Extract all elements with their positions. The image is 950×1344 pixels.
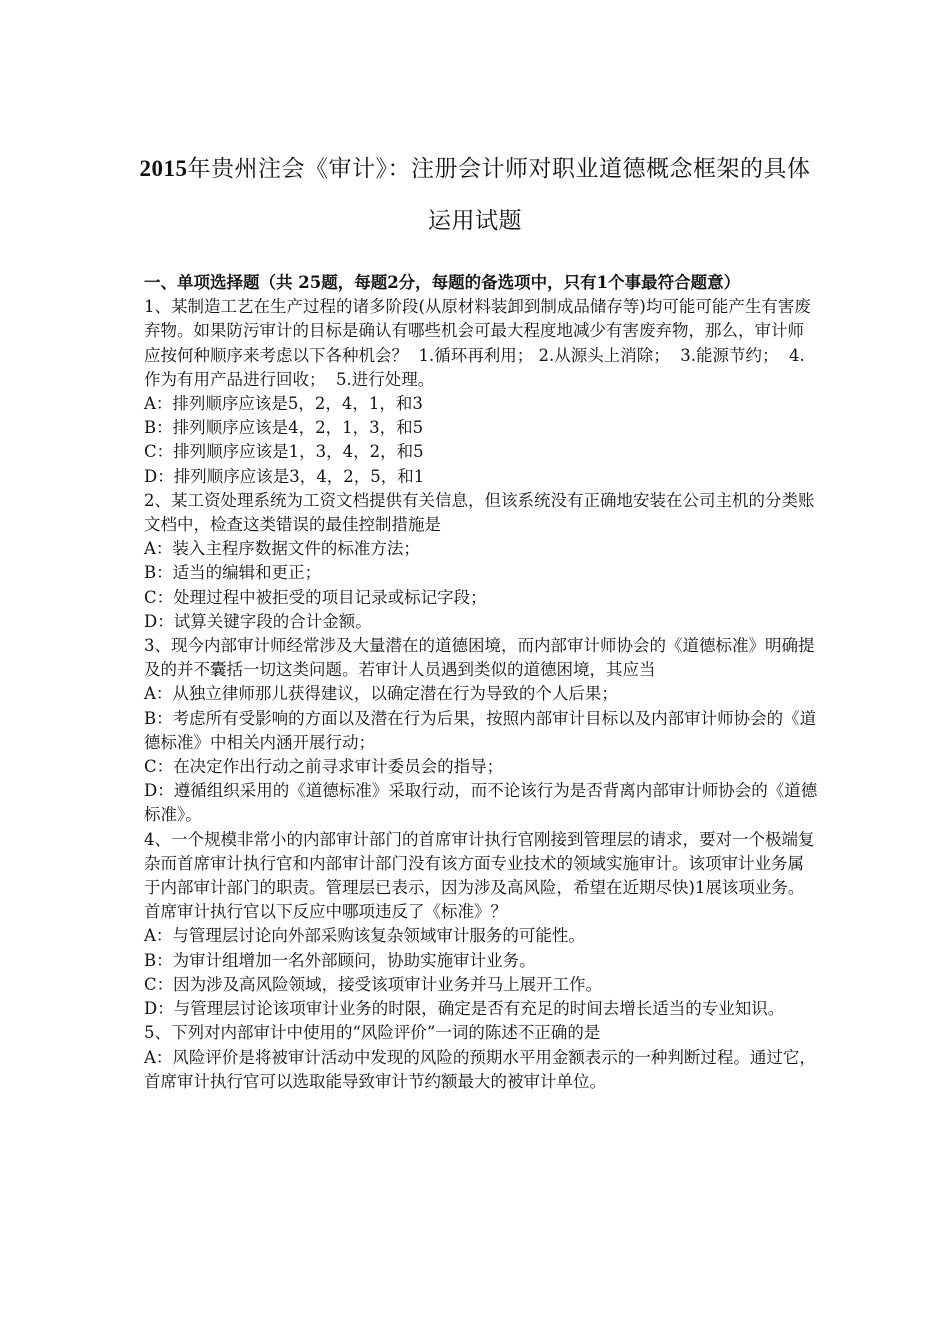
question-1-option-a: A：排列顺序应该是5，2，4，1，和3 (144, 394, 423, 414)
question-3-option-b: B：考虑所有受影响的方面以及潜在行为后果，按照内部审计目标以及内部审计师协会的《道德标准》中相关内涵开展行动； (144, 708, 817, 752)
question-4-option-a: A：与管理层讨论向外部采购该复杂领域审计服务的可能性。 (144, 926, 585, 946)
question-4: 4、一个规模非常小的内部审计部门的首席审计执行官刚接到管理层的请求，要对一个极端复杂而首席审计执行官和内部审计部门没有该方面专业技术的领域实施审计。该项审计业务属于内部审计部门的职责。管理层已表示，因为涉及高风险，希望在近期尽快)1展该项业务。首席审计执行官以下反应中哪项违反了《标准》？ (144, 829, 815, 922)
question-1: 1、某制造工艺在生产过程的诸多阶段(从原材料装卸到制成品储存等)均可能可能产生有害废弃物。如果防污审计的目标是确认有哪些机会可最大程度地减少有害废弃物，那么，审计师应按何种顺序来考虑以下各种机会？ 1.循环再利用； 2.从源头上消除； 3.能源节约； 4.作为有用产品进行回收； 5.进行处理。 (144, 297, 811, 389)
question-5-option-a: A：风险评价是将被审计活动中发现的风险的预期水平用金额表示的一种判断过程。通过它，首席审计执行官可以选取能导致审计节约额最大的被审计单位。 (144, 1047, 816, 1091)
section-heading: 一、单项选择题（共 25题，每题2分，每题的备选项中，只有1个事最符合题意） (144, 273, 741, 292)
document-body (144, 271, 820, 1094)
question-1-option-c: C：排列顺序应该是1，3，4，2，和5 (144, 442, 424, 462)
question-3-option-c: C：在决定作出行动之前寻求审计委员会的指导； (144, 757, 504, 777)
question-2: 2、某工资处理系统为工资文档提供有关信息，但该系统没有正确地安装在公司主机的分类账文档中，检查这类错误的最佳控制措施是 (144, 490, 815, 535)
question-1-option-b: B：排列顺序应该是4，2，1，3，和5 (144, 418, 424, 438)
question-4-option-b: B：为审计组增加一名外部顾问，协助实施审计业务。 (144, 950, 536, 970)
title-text: 年贵州注会《审计》：注册会计师对职业道德概念框架的具体运用试题 (187, 156, 811, 234)
question-1-option-d: D：排列顺序应该是3，4，2，5，和1 (144, 466, 425, 486)
question-3: 3、现今内部审计师经常涉及大量潜在的道德困境，而内部审计师协会的《道德标准》明确提及的并不囊括一切这类问题。若审计人员遇到类似的道德困境，其应当 (144, 636, 815, 680)
question-2-option-a: A：装入主程序数据文件的标准方法； (144, 539, 420, 559)
question-2-option-d: D：试算关键字段的合计金额。 (144, 611, 372, 631)
question-2-option-b: B：适当的编辑和更正； (144, 563, 322, 583)
question-3-option-d: D：遵循组织采用的《道德标准》采取行动，而不论该行为是否背离内部审计师协会的《道德标准》。 (144, 781, 818, 825)
document-title (130, 143, 820, 247)
question-4-option-d: D：与管理层讨论该项审计业务的时限，确定是否有充足的时间去增长适当的专业知识。 (144, 999, 785, 1019)
question-5: 5、下列对内部审计中使用的“风险评价”一词的陈述不正确的是 (144, 1023, 601, 1043)
question-2-option-c: C：处理过程中被拒受的项目记录或标记字段； (144, 587, 487, 607)
question-3-option-a: A：从独立律师那儿获得建议，以确定潜在行为导致的个人后果； (144, 684, 618, 704)
question-4-option-c: C：因为涉及高风险领域，接受该项审计业务并马上展开工作。 (144, 974, 603, 994)
title-year: 2015 (139, 156, 188, 181)
